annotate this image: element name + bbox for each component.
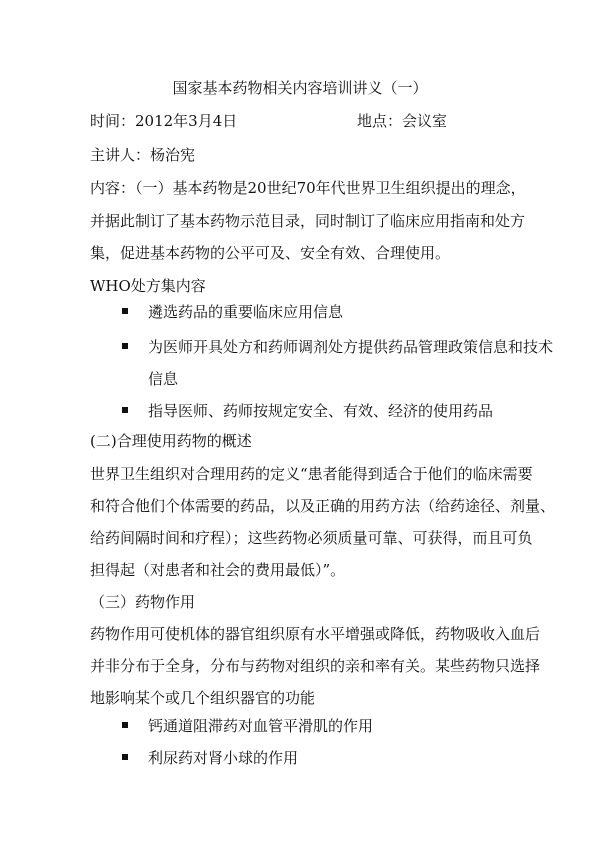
- content-line-1: 内容：（一）基本药物是20世纪70年代世界卫生组织提出的理念，: [90, 179, 526, 197]
- who-bullet-3: 指导医师、药师按规定安全、有效、经济的使用药品: [148, 402, 494, 420]
- section3-line-3: 地影响某个或几个组织器官的功能: [90, 689, 316, 707]
- section3-bullet-1: 钙通道阻滞药对血管平滑肌的作用: [148, 717, 374, 735]
- section2-line-1: 世界卫生组织对合理用药的定义“患者能得到适合于他们的临床需要: [90, 465, 533, 483]
- doc-title: 国家基本药物相关内容培训讲义（一）: [172, 79, 428, 97]
- doc-location: 地点：会议室: [357, 112, 448, 130]
- who-bullet-2-cont: 信息: [148, 370, 179, 388]
- bullet-square-icon: [122, 754, 128, 760]
- section3-line-2: 并非分布于全身，分布与药物对组织的亲和率有关。某些药物只选择: [90, 657, 541, 675]
- who-bullet-1: 遴选药品的重要临床应用信息: [148, 303, 344, 321]
- section2-heading: (二)合理使用药物的概述: [90, 432, 252, 450]
- who-bullet-2: 为医师开具处方和药师调剂处方提供药品管理政策信息和技术: [148, 338, 554, 356]
- section3-heading: （三）药物作用: [90, 593, 196, 611]
- doc-speaker: 主讲人：杨治宪: [90, 146, 196, 164]
- bullet-square-icon: [122, 308, 128, 314]
- who-heading: WHO处方集内容: [90, 277, 206, 295]
- section3-bullet-2: 利尿药对肾小球的作用: [148, 749, 299, 767]
- content-line-3: 集，促进基本药物的公平可及、安全有效、合理使用。: [90, 244, 451, 262]
- doc-time: 时间：2012年3月4日: [90, 112, 238, 130]
- bullet-square-icon: [122, 343, 128, 349]
- bullet-square-icon: [122, 407, 128, 413]
- section2-line-4: 担得起（对患者和社会的费用最低）”。: [90, 561, 346, 579]
- bullet-square-icon: [122, 722, 128, 728]
- content-line-2: 并据此制订了基本药物示范目录，同时制订了临床应用指南和处方: [90, 212, 526, 230]
- section2-line-2: 和符合他们个体需要的药品，以及正确的用药方法（给药途径、剂量、: [90, 497, 556, 515]
- section3-line-1: 药物作用可使机体的器官组织原有水平增强或降低，药物吸收入血后: [90, 625, 541, 643]
- section2-line-3: 给药间隔时间和疗程）；这些药物必须质量可靠、可获得，而且可负: [90, 529, 533, 547]
